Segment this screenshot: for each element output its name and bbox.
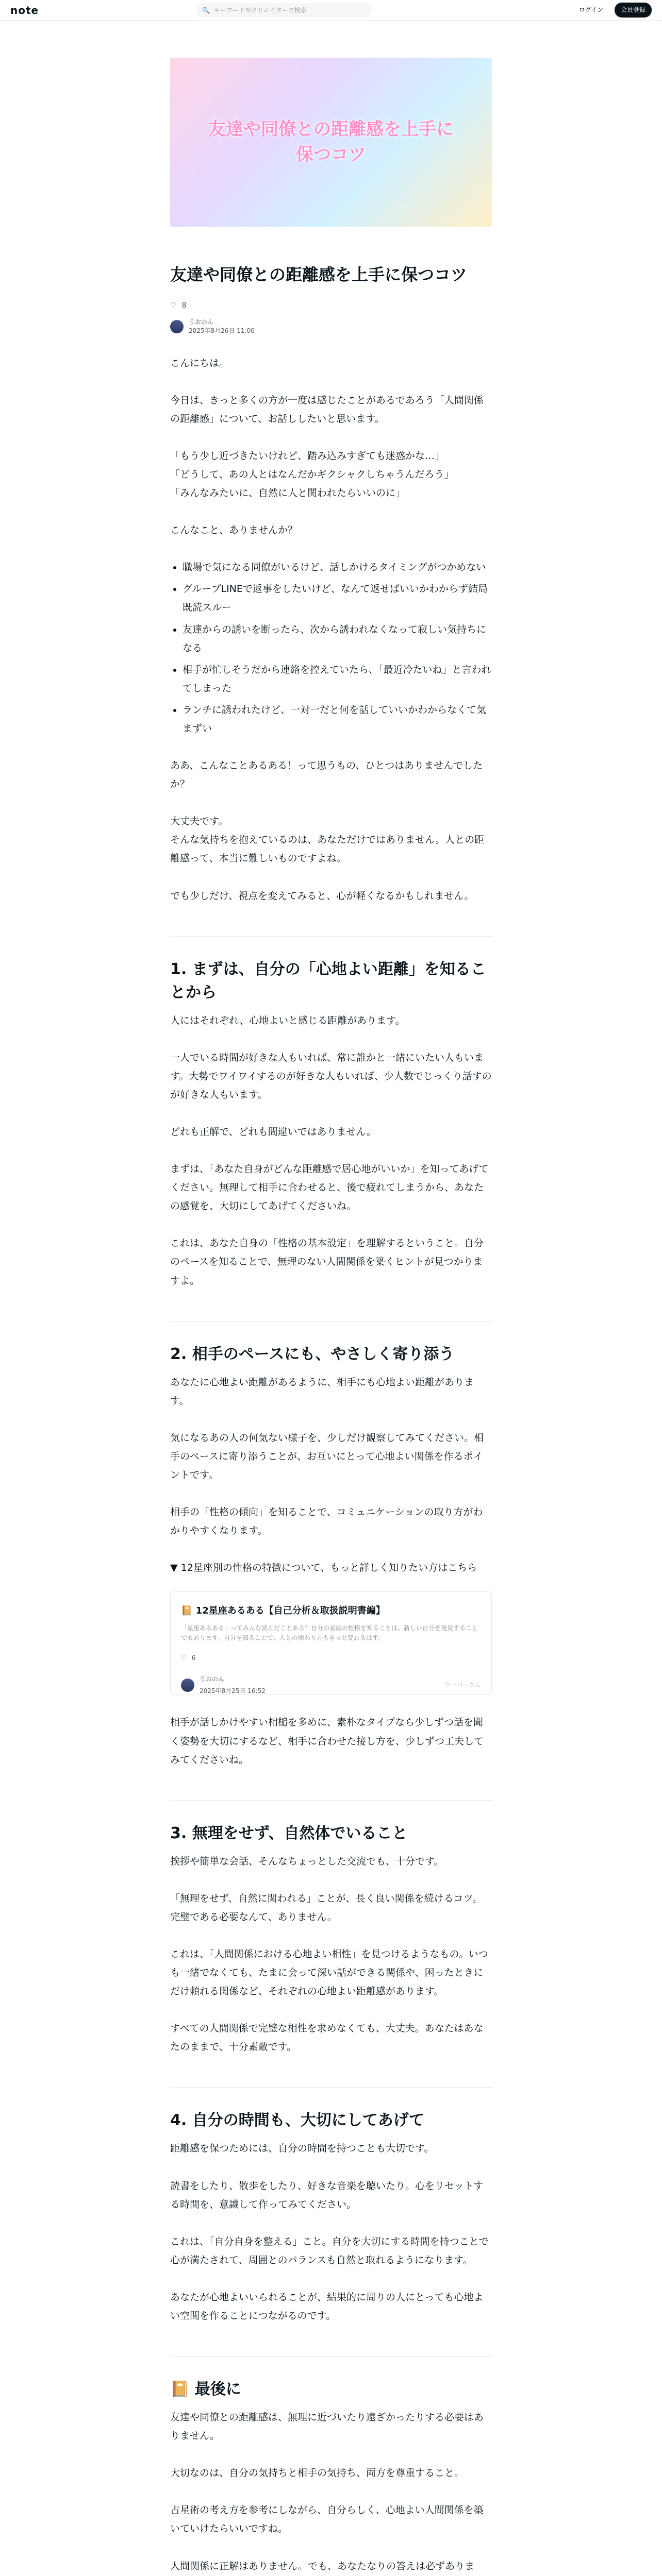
paragraph: こんにちは。 <box>170 357 229 369</box>
hero-text: 友達や同僚との距離感を上手に保つコツ <box>208 118 454 165</box>
paragraph: 相手が話しかけやすい相槌を多めに、素朴なタイプなら少しずつ話を聞く姿勢を大切にするなど、相手に合わせた接し方を、少しずつ工夫してみてくださいね。 <box>170 1717 484 1766</box>
article-body <box>170 354 492 2576</box>
paragraph: 大切なのは、自分の気持ちと相手の気持ち、両方を尊重すること。 <box>170 2467 465 2479</box>
paragraph: すべての人間関係で完璧な相性を求めなくても、大丈夫。あなたはあなたのままで、十分素敵です。 <box>170 2023 484 2053</box>
heart-icon: ♡ <box>181 1654 187 1662</box>
note-logo[interactable]: note <box>10 4 39 16</box>
bullet-list <box>170 558 492 738</box>
paragraph: ▼ 12星座別の性格の特徴について、もっと詳しく知りたい方はこちら <box>170 1562 477 1574</box>
search-placeholder: キーワードやクリエイターで検索 <box>213 6 307 14</box>
paragraph: これは、「自分自身を整える」こと。自分を大切にする時間を持つことで心が満たされて、周囲とのバランスも自然と取れるようになります。 <box>170 2235 489 2266</box>
avatar[interactable] <box>170 320 184 333</box>
paragraph: どれも正解で、どれも間違いではありません。 <box>170 1126 376 1138</box>
section-heading: 3. 無理をせず、自然体でいること <box>170 1800 492 1845</box>
embed-like-count: 6 <box>191 1654 196 1662</box>
paragraph: これは、「人間関係における心地よい相性」を見つけるようなもの。いつも一緒でなくても、たまに会って深い話ができる関係や、困ったときにだけ頼れる関係など、それぞれの心地よい距離感があります。 <box>170 1948 488 1997</box>
embed-date: 2025年8月25日 16:52 <box>200 1687 266 1694</box>
quote-line: 「みんなみたいに、自然に人と関われたらいいのに」 <box>170 487 406 499</box>
quote-line: 「もう少し近づきたいけれど、踏み込みすぎても迷惑かな…」 <box>170 450 445 462</box>
article-page <box>170 21 492 2576</box>
embed-title: 📔 12星座あるある【自己分析＆取扱説明書編】 <box>181 1605 385 1617</box>
paragraph: まずは、「あなた自身がどんな距離感で居心地がいいか」を知ってあげてください。無理して相手に合わせると、後で疲れてしまうから、あなたの感覚を、大切にしてあげてくださいね。 <box>170 1163 489 1212</box>
paragraph: 「無理をせず、自然に関われる」ことが、長く良い関係を続けるコツ。完璧である必要なんて、ありません。 <box>170 1892 483 1923</box>
paragraph: 友達や同僚との距離感は、無理に近づいたり遠ざかったりする必要はありません。 <box>170 2412 484 2442</box>
search-icon: 🔍 <box>202 6 210 14</box>
paragraph: 読書をしたり、散歩をしたり、好きな音楽を聴いたり。心をリセットする時間を、意識して作ってみてください。 <box>170 2180 484 2210</box>
list-item: • 職場で気になる同僚がいるけど、話しかけるタイミングがつかめない <box>183 558 492 577</box>
list-item: • 相手が忙しそうだから連絡を控えていたら、「最近冷たいね」と言われてしまった <box>183 660 492 698</box>
section-heading: 4. 自分の時間も、大切にしてあげて <box>170 2087 492 2132</box>
embedded-article-card[interactable] <box>170 1591 492 1694</box>
author-name[interactable]: うおのん <box>189 318 214 326</box>
paragraph: 占星術の考え方を参考にしながら、自分らしく、心地よい人間関係を築いていけたらいいですね。 <box>170 2504 484 2535</box>
paragraph: 挨拶や簡単な会話、そんなちょっとした交流でも、十分です。 <box>170 1855 444 1867</box>
paragraph: 今日は、きっと多くの方が一度は感じたことがあるであろう「人間関係の距離感」について、お話ししたいと思います。 <box>170 394 484 425</box>
paragraph: こんなこと、ありませんか？ <box>170 524 298 536</box>
paragraph: でも少しだけ、視点を変えてみると、心が軽くなるかもしれません。 <box>170 890 474 902</box>
like-count: 8 <box>181 301 187 310</box>
embed-note: ウーパーさん <box>444 1681 481 1689</box>
login-link[interactable]: ログイン <box>578 6 603 14</box>
list-item: • ランチに誘われたけど、一対一だと何を話していいかわからなくて気まずい <box>183 701 492 738</box>
section-heading: 1. まずは、自分の「心地よい距離」を知ることから <box>170 936 492 1004</box>
search-input[interactable] <box>196 3 371 18</box>
paragraph: そんな気持ちを抱えているのは、あなただけではありません。人との距離感って、本当に難しいものですよね。 <box>170 834 485 865</box>
paragraph: あなたが心地よいいられることが、結果的に周りの人にとっても心地よい空間を作ることにつながるのです。 <box>170 2291 484 2322</box>
embed-description: 「星座あるある」ってみんな読んだことある？自分の星座の性格を知ることは、新しい自分を発見することでもあります。自分を知ることで、人との関わり方もきっと変わるはず。 <box>181 1624 478 1641</box>
paragraph: これは、あなた自身の「性格の基本設定」を理解するということ。自分のペースを知ることで、無理のない人間関係を築くヒントが見つかりますよ。 <box>170 1238 484 1286</box>
paragraph: 一人でいる時間が好きな人もいれば、常に誰かと一緒にいたい人もいます。大勢でワイワイするのが好きな人もいれば、少人数でじっくり話すのが好きな人もいます。 <box>170 1052 492 1100</box>
avatar <box>181 1679 194 1692</box>
list-item: • グループLINEで返事をしたいけど、なんて返せばいいかわからず結局既読スルー <box>183 580 492 617</box>
paragraph: 距離感を保つためには、自分の時間を持つことも大切です。 <box>170 2143 434 2155</box>
paragraph: 大丈夫です。 <box>170 816 228 827</box>
section-heading: 2. 相手のペースにも、やさしく寄り添う <box>170 1321 492 1366</box>
paragraph: 人にはそれぞれ、心地よいと感じる距離があります。 <box>170 1014 405 1026</box>
quote-line: 「どうして、あの人とはなんだかギクシャクしちゃうんだろう」 <box>170 468 454 480</box>
paragraph: 気になるあの人の何気ない様子を、少しだけ観察してみてください。相手のペースに寄り添うことが、お互いにとって心地よい関係を作るポイントです。 <box>170 1432 484 1481</box>
publish-date: 2025年8月26日 11:00 <box>189 327 255 334</box>
section-heading: 📔 最後に <box>170 2356 492 2401</box>
paragraph: 相手の「性格の傾向」を知ることで、コミュニケーションの取り方がわかりやすくなります。 <box>170 1506 483 1537</box>
signup-button[interactable]: 会員登録 <box>615 3 652 18</box>
paragraph: あなたに心地よい距離があるように、相手にも心地よい距離があります。 <box>170 1376 474 1406</box>
embed-author: うおのん <box>200 1675 225 1683</box>
paragraph: ああ、こんなことあるある！って思うもの、ひとつはありませんでしたか？ <box>170 760 483 790</box>
article-title: 友達や同僚との距離感を上手に保つコツ <box>170 265 468 284</box>
hero-image <box>170 58 492 227</box>
top-bar <box>0 0 662 21</box>
list-item: • 友達からの誘いを断ったら、次から誘われなくなって寂しい気持ちになる <box>183 620 492 657</box>
paragraph: 人間関係に正解はありません。でも、あなたなりの答えは必ずありま <box>170 2560 475 2572</box>
heart-icon[interactable]: ♡ <box>170 301 177 310</box>
